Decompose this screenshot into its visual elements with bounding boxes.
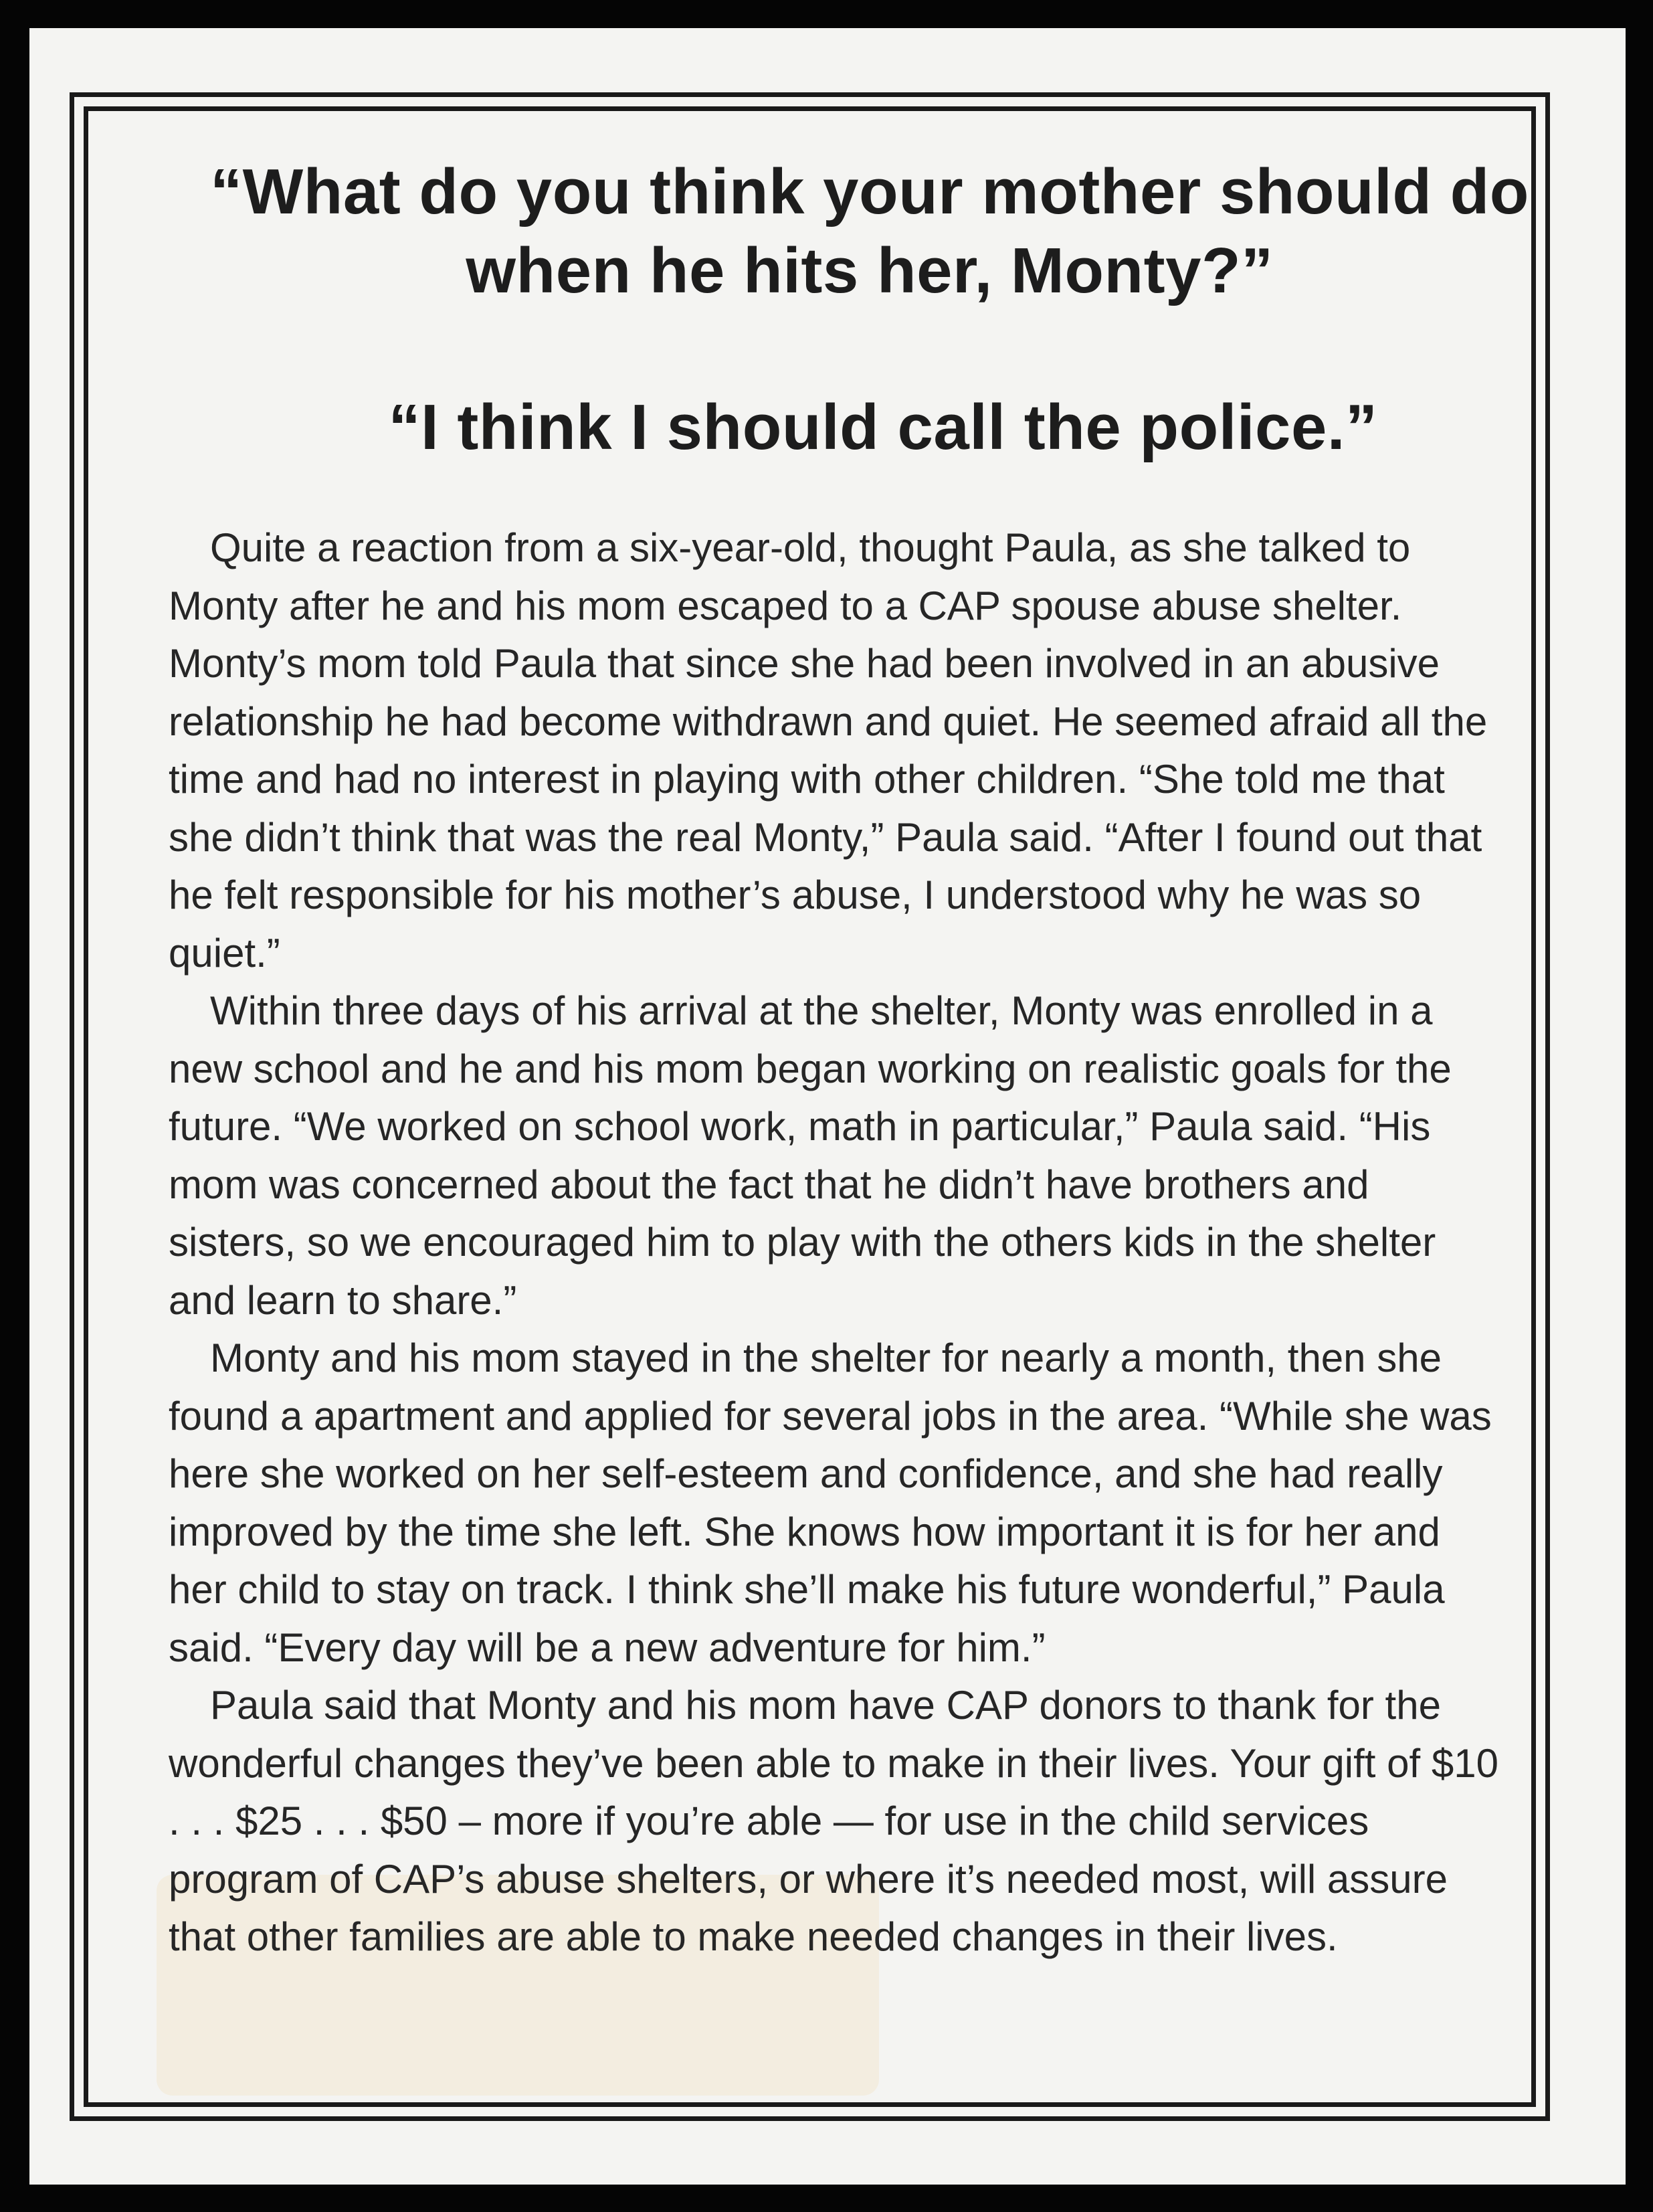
story-paragraph-1: Quite a reaction from a six-year-old, thought Paula, as she talked to Monty after he and his mom escaped to a CAP spouse abuse shelter. Monty’s mom told Paula that since she had been involved in an abusive relationship he had become withdrawn and quiet. He seemed afraid all the time and had no interest in playing with other children. “She told me that she didn’t think that was the real Monty,” Paula said. “After I found out that he felt responsible for his mother’s abuse, I understood why he was so quiet.” (169, 525, 1488, 976)
headline-answer: “I think I should call the police.” (388, 391, 1378, 463)
story-paragraph-3: Monty and his mom stayed in the shelter for nearly a month, then she found a apartment and applied for several jobs in the area. “While she was here she worked on her self-esteem and confidence, and she had really improved by the time she left. She knows how important it is for her and her child to stay on track. I think she’ll make his future wonderful,” Paula said. “Every day will be a new adventure for him.” (169, 1335, 1492, 1670)
headline-question: “What do you think your mother should do when he hits her, Monty?” (210, 156, 1529, 306)
story-body (169, 519, 1506, 1966)
story-paragraph-4-appeal: Paula said that Monty and his mom have CAP donors to thank for the wonderful changes they’ve been able to make in their lives. Your gift of $10 . . . $25 . . . $50 – more if you’re able — for use in the child services program of CAP’s abuse shelters, or where it’s needed most, will assure that other families are able to make needed changes in their lives. (169, 1683, 1498, 1959)
story-paragraph-2: Within three days of his arrival at the shelter, Monty was enrolled in a new school and he and his mom began working on realistic goals for the future. “We worked on school work, math in particular,” Paula said. “His mom was concerned about the fact that he didn’t have brothers and sisters, so we encouraged him to play with the others kids in the shelter and learn to share.” (169, 988, 1452, 1323)
